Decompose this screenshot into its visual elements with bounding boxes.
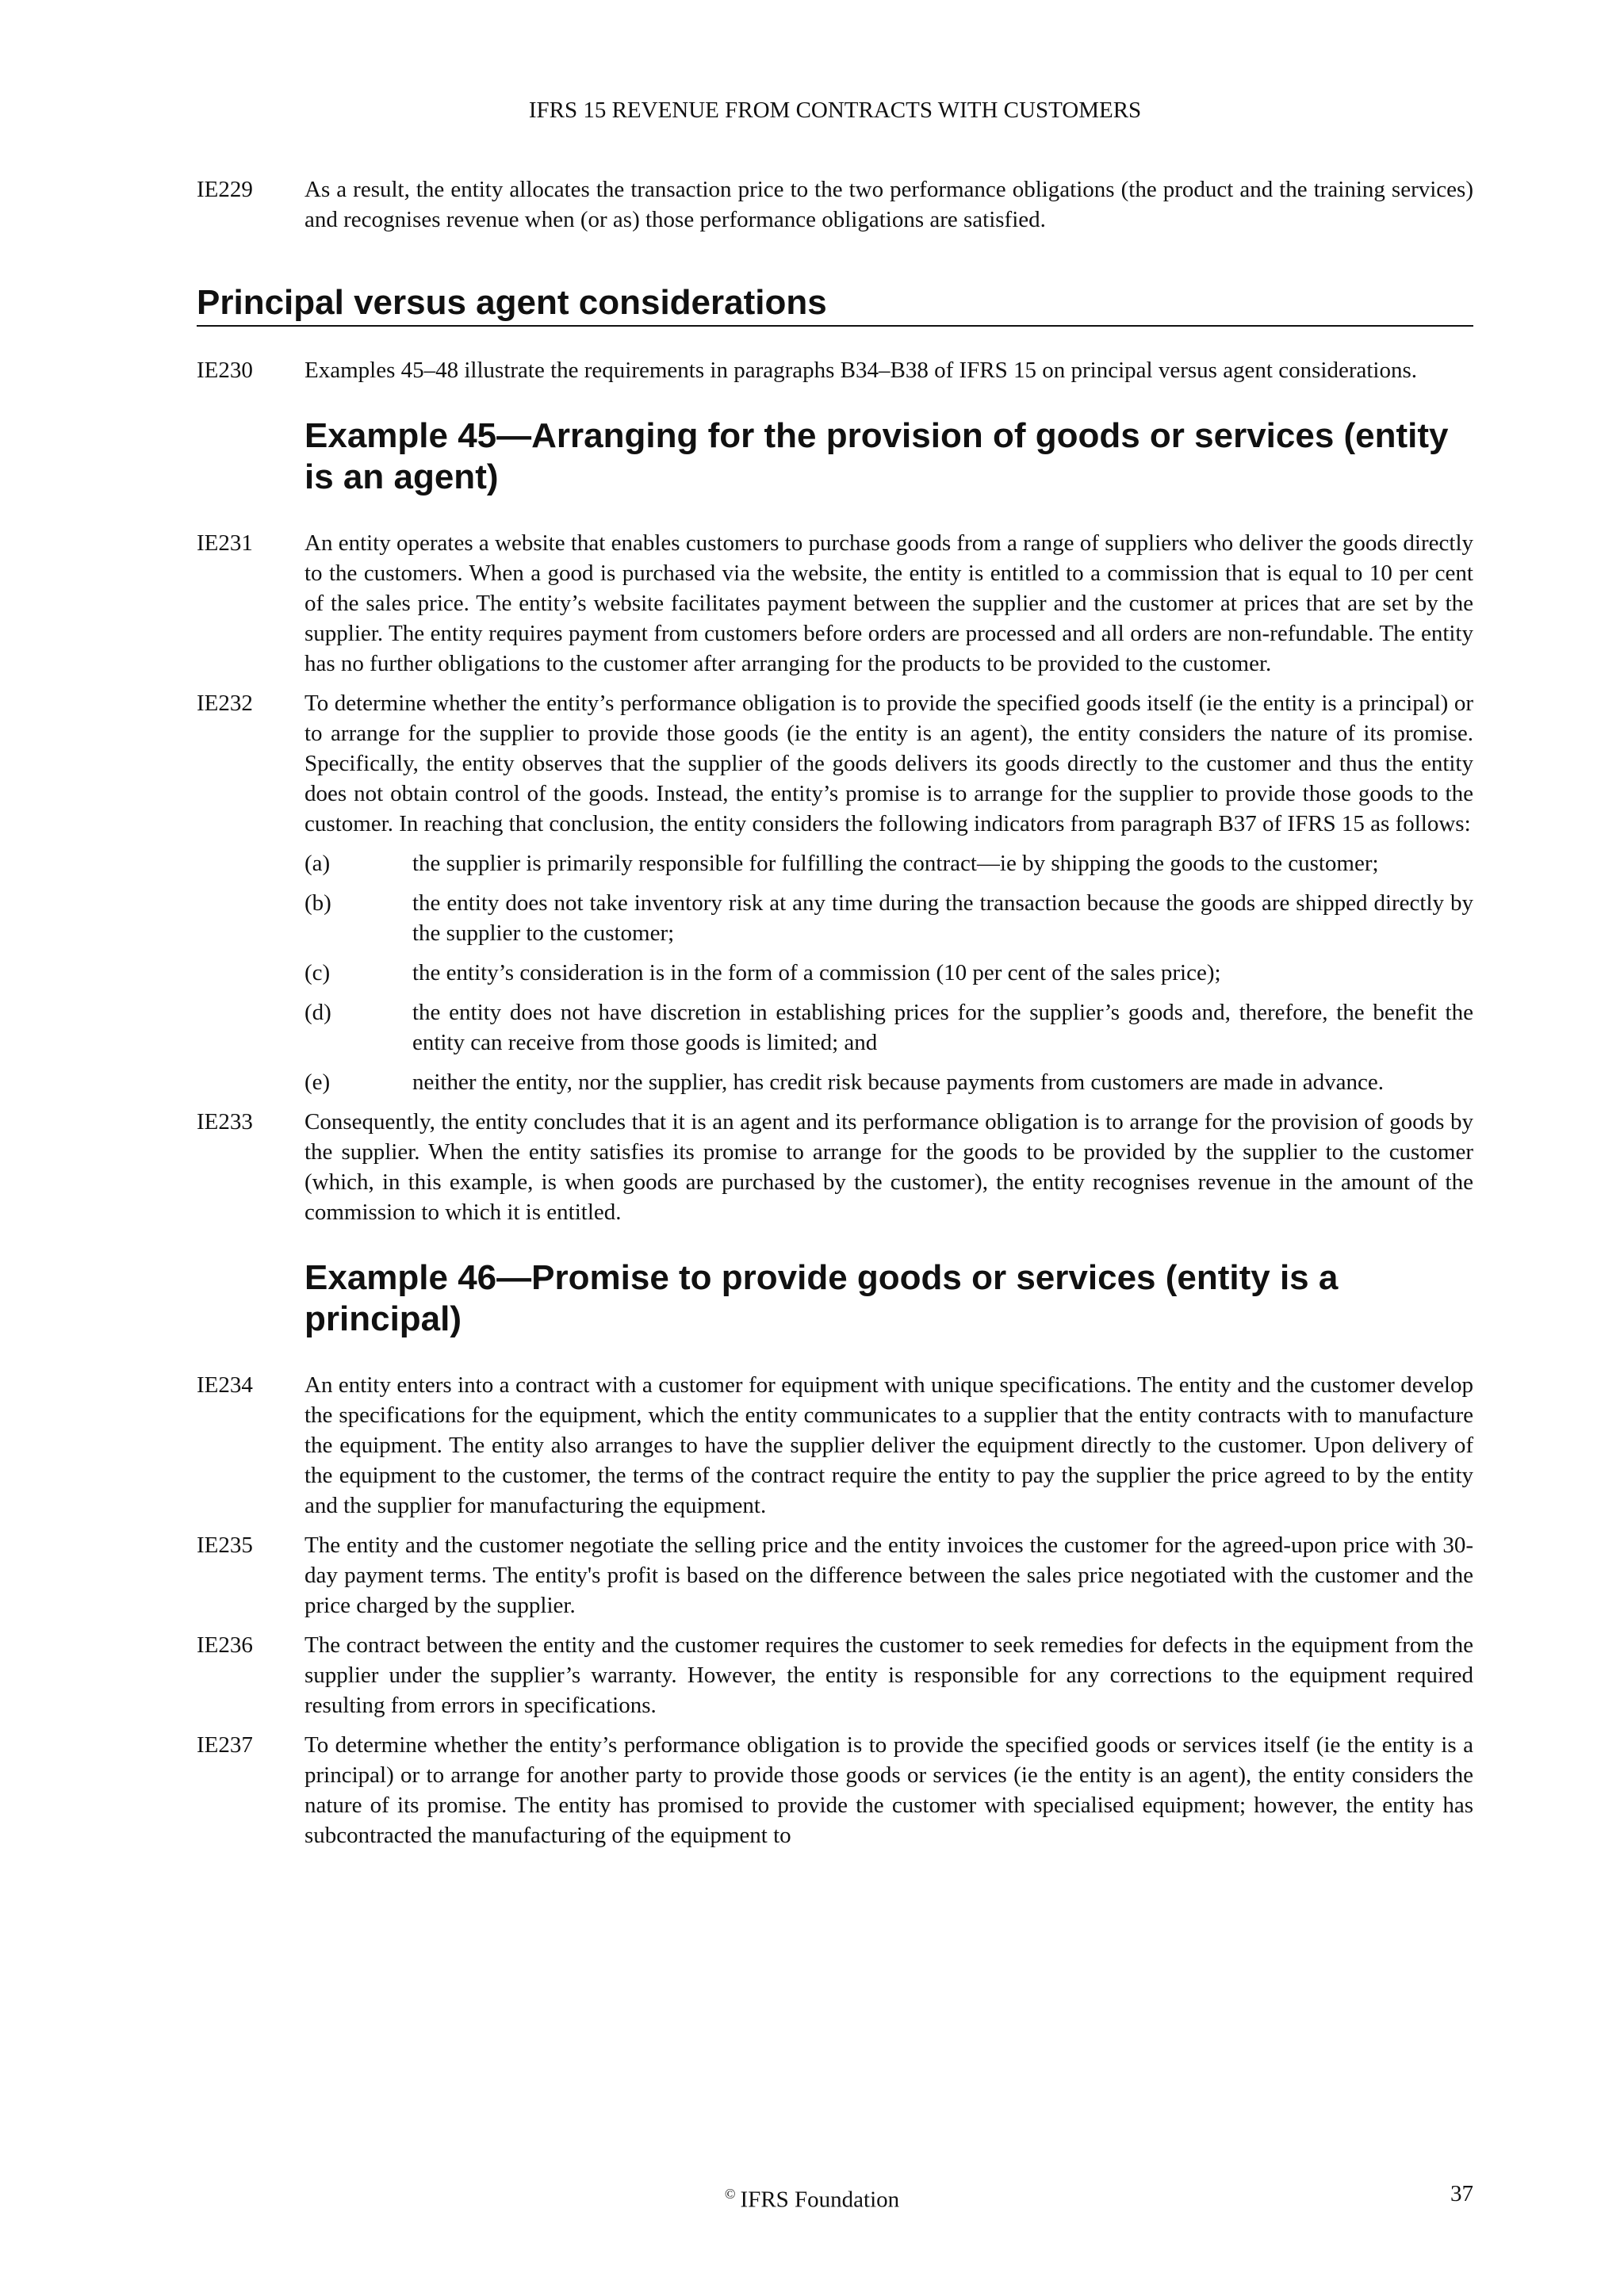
footer-text: IFRS Foundation (740, 2187, 900, 2213)
example-45-heading: Example 45—Arranging for the provision of goods or services (entity is an agent) (304, 416, 1449, 496)
paragraph-ie234 (197, 1370, 1473, 1521)
indicator-label: (b) (304, 890, 331, 916)
indicator-label: (c) (304, 960, 331, 985)
paragraph-text: An entity enters into a contract with a customer for equipment with unique specifications. The entity and the customer develop the specifications for the equipment, which the entity communicates to a supplier that the entity contracts with to manufacture the equipment. The entity also arranges to have the supplier deliver the equipment directly to the customer. Upon delivery of the equipment to the customer, the terms of the contract require the entity to pay the supplier the price agreed to by the entity and the supplier for manufacturing the equipment. (304, 1372, 1473, 1518)
indicator-text: the entity does not take inventory risk at any time during the transaction because the goods are shipped directly by the supplier to the customer; (412, 890, 1473, 946)
indicator-text: the entity’s consideration is in the form of a commission (10 per cent of the sales price); (412, 960, 1221, 985)
paragraph-ie230 (197, 355, 1473, 385)
paragraph-ie237 (197, 1730, 1473, 1850)
paragraph-text: The contract between the entity and the customer requires the customer to seek remedies for defects in the equipment from the supplier under the supplier’s warranty. However, the entity is responsible for any corrections to the equipment required resulting from errors in specifications. (304, 1632, 1473, 1718)
indicator-text: neither the entity, nor the supplier, has credit risk because payments from customers are made in advance. (412, 1070, 1384, 1095)
indicator-label: (e) (304, 1070, 331, 1095)
paragraph-number: IE235 (197, 1533, 253, 1558)
paragraph-ie232 (197, 688, 1473, 839)
paragraph-number: IE233 (197, 1109, 253, 1135)
indicator-label: (a) (304, 851, 331, 876)
paragraph-text: As a result, the entity allocates the transaction price to the two performance obligations (the product and the training services) and recognises revenue when (or as) those performance obligations are satisfied. (304, 177, 1473, 232)
indicator-item (304, 848, 1473, 878)
paragraph-text: To determine whether the entity’s performance obligation is to provide the specified goods or services itself (ie the entity is a principal) or to arrange for another party to provide those goods or services (ie the entity is an agent), the entity considers the nature of its promise. The entity has promised to provide the customer with specialised equipment; however, the entity has subcontracted the manufacturing of the equipment to (304, 1732, 1473, 1848)
running-header: IFRS 15 REVENUE FROM CONTRACTS WITH CUSTOMERS (528, 98, 1142, 123)
paragraph-number: IE234 (197, 1372, 253, 1398)
paragraph-ie231 (197, 528, 1473, 679)
indicator-label: (d) (304, 1000, 331, 1025)
indicator-text: the supplier is primarily responsible for fulfilling the contract—ie by shipping the goods to the customer; (412, 851, 1379, 876)
page-number: 37 (1450, 2181, 1473, 2206)
example-46-heading: Example 46—Promise to provide goods or services (entity is a principal) (304, 1258, 1339, 1338)
paragraph-number: IE237 (197, 1732, 253, 1758)
indicator-item (304, 1067, 1473, 1097)
paragraph-text: Examples 45–48 illustrate the requirements in paragraphs B34–B38 of IFRS 15 on principal versus agent considerations. (304, 358, 1418, 383)
paragraph-ie236 (197, 1630, 1473, 1720)
paragraph-number: IE232 (197, 691, 253, 716)
paragraph-text: The entity and the customer negotiate the selling price and the entity invoices the customer for the agreed-upon price with 30-day payment terms. The entity's profit is based on the difference between the sales price negotiated with the customer and the price charged by the supplier. (304, 1533, 1473, 1618)
indicator-text: the entity does not have discretion in establishing prices for the supplier’s goods and, therefore, the benefit the entity can receive from those goods is limited; and (412, 1000, 1473, 1055)
section-heading: Principal versus agent considerations (197, 282, 1473, 327)
indicator-item (304, 997, 1473, 1058)
indicator-item (304, 888, 1473, 948)
copyright-symbol: © (724, 2186, 736, 2202)
paragraph-ie235 (197, 1530, 1473, 1621)
paragraph-number: IE229 (197, 177, 253, 202)
paragraph-number: IE231 (197, 530, 253, 556)
footer-credit (0, 2179, 1624, 2215)
paragraph-ie229 (197, 174, 1473, 235)
page-footer (0, 2179, 1624, 2215)
paragraph-ie233 (197, 1107, 1473, 1227)
paragraph-text: An entity operates a website that enables customers to purchase goods from a range of suppliers who deliver the goods directly to the customers. When a good is purchased via the website, the entity is entitled to a commission that is equal to 10 per cent of the sales price. The entity’s website facilitates payment between the supplier and the customer at prices that are set by the supplier. The entity requires payment from customers before orders are processed and all orders are non-refundable. The entity has no further obligations to the customer after arranging for the products to be provided to the customer. (304, 530, 1473, 676)
paragraph-number: IE236 (197, 1632, 253, 1658)
paragraph-number: IE230 (197, 358, 253, 383)
paragraph-text: Consequently, the entity concludes that it is an agent and its performance obligation is to arrange for the provision of goods by the supplier. When the entity satisfies its promise to arrange for the goods to be provided by the supplier to the customer (which, in this example, is when goods are purchased by the customer), the entity recognises revenue in the amount of the commission to which it is entitled. (304, 1109, 1473, 1225)
paragraph-text: To determine whether the entity’s performance obligation is to provide the specified goods itself (ie the entity is a principal) or to arrange for the supplier to provide those goods (ie the entity is an agent), the entity considers the nature of its promise. Specifically, the entity observes that the supplier of the goods delivers its goods directly to the customer and thus the entity does not obtain control of the goods. Instead, the entity’s promise is to arrange for the supplier to provide those goods to the customer. In reaching that conclusion, the entity considers the following indicators from paragraph B37 of IFRS 15 as follows: (304, 691, 1473, 836)
indicator-item (304, 958, 1473, 988)
